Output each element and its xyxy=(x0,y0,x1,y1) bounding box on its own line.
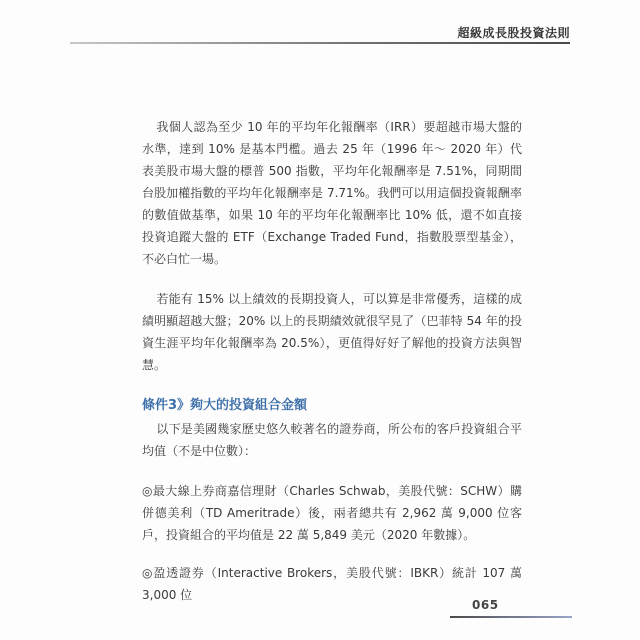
footer-rule xyxy=(450,616,572,618)
section-intro: 以下是美國幾家歷史悠久較著名的證券商，所公布的客戶投資組合平均值（不是中位數）： xyxy=(142,422,522,458)
book-title: 超級成長股投資法則 xyxy=(457,26,570,40)
section-heading: 條件3》夠大的投資組合金額 xyxy=(142,398,308,413)
paragraph-long-term-performance: 若能有 15% 以上績效的長期投資人，可以算是非常優秀，這樣的成績明顯超越大盤；20% 以上的長期績效就很罕見了（巴菲特 54 年的投資生涯平均年化報酬率為 20.5%），更值得好好了解他的投資方法與智慧。 xyxy=(142,292,522,372)
bullet-charles-schwab: ◎最大線上券商嘉信理財（Charles Schwab，美股代號：SCHW）購併德美利（TD Ameritrade）後，兩者總共有 2,962 萬 9,000 位客戶，投資組合的平均值是 22 萬 5,849 美元（2020 年數據）。 xyxy=(142,484,522,542)
bullet-interactive-brokers: ◎盈透證券（Interactive Brokers，美股代號：IBKR）統計 107 萬 3,000 位 xyxy=(142,566,522,602)
running-header xyxy=(70,20,570,46)
page-footer xyxy=(450,598,572,622)
header-rule xyxy=(70,42,570,44)
body-text xyxy=(142,116,522,622)
paragraph-irr-threshold: 我個人認為至少 10 年的平均年化報酬率（IRR）要超越市場大盤的水準，達到 10% 是基本門檻。過去 25 年（1996 年～ 2020 年）代表美股市場大盤的標普 500 指數，平均年化報酬率是 7.51%，同期間台股加權指數的平均年化報酬率是 7.71%。我們可以用這個投資報酬率的數值做基準，如果 10 年的平均年化報酬率比 10% 低，還不如直接投資追蹤大盤的 ETF（Exchange Traded Fund，指數股票型基金），不必白忙一場。 xyxy=(142,120,522,266)
page-number: 065 xyxy=(472,598,499,612)
